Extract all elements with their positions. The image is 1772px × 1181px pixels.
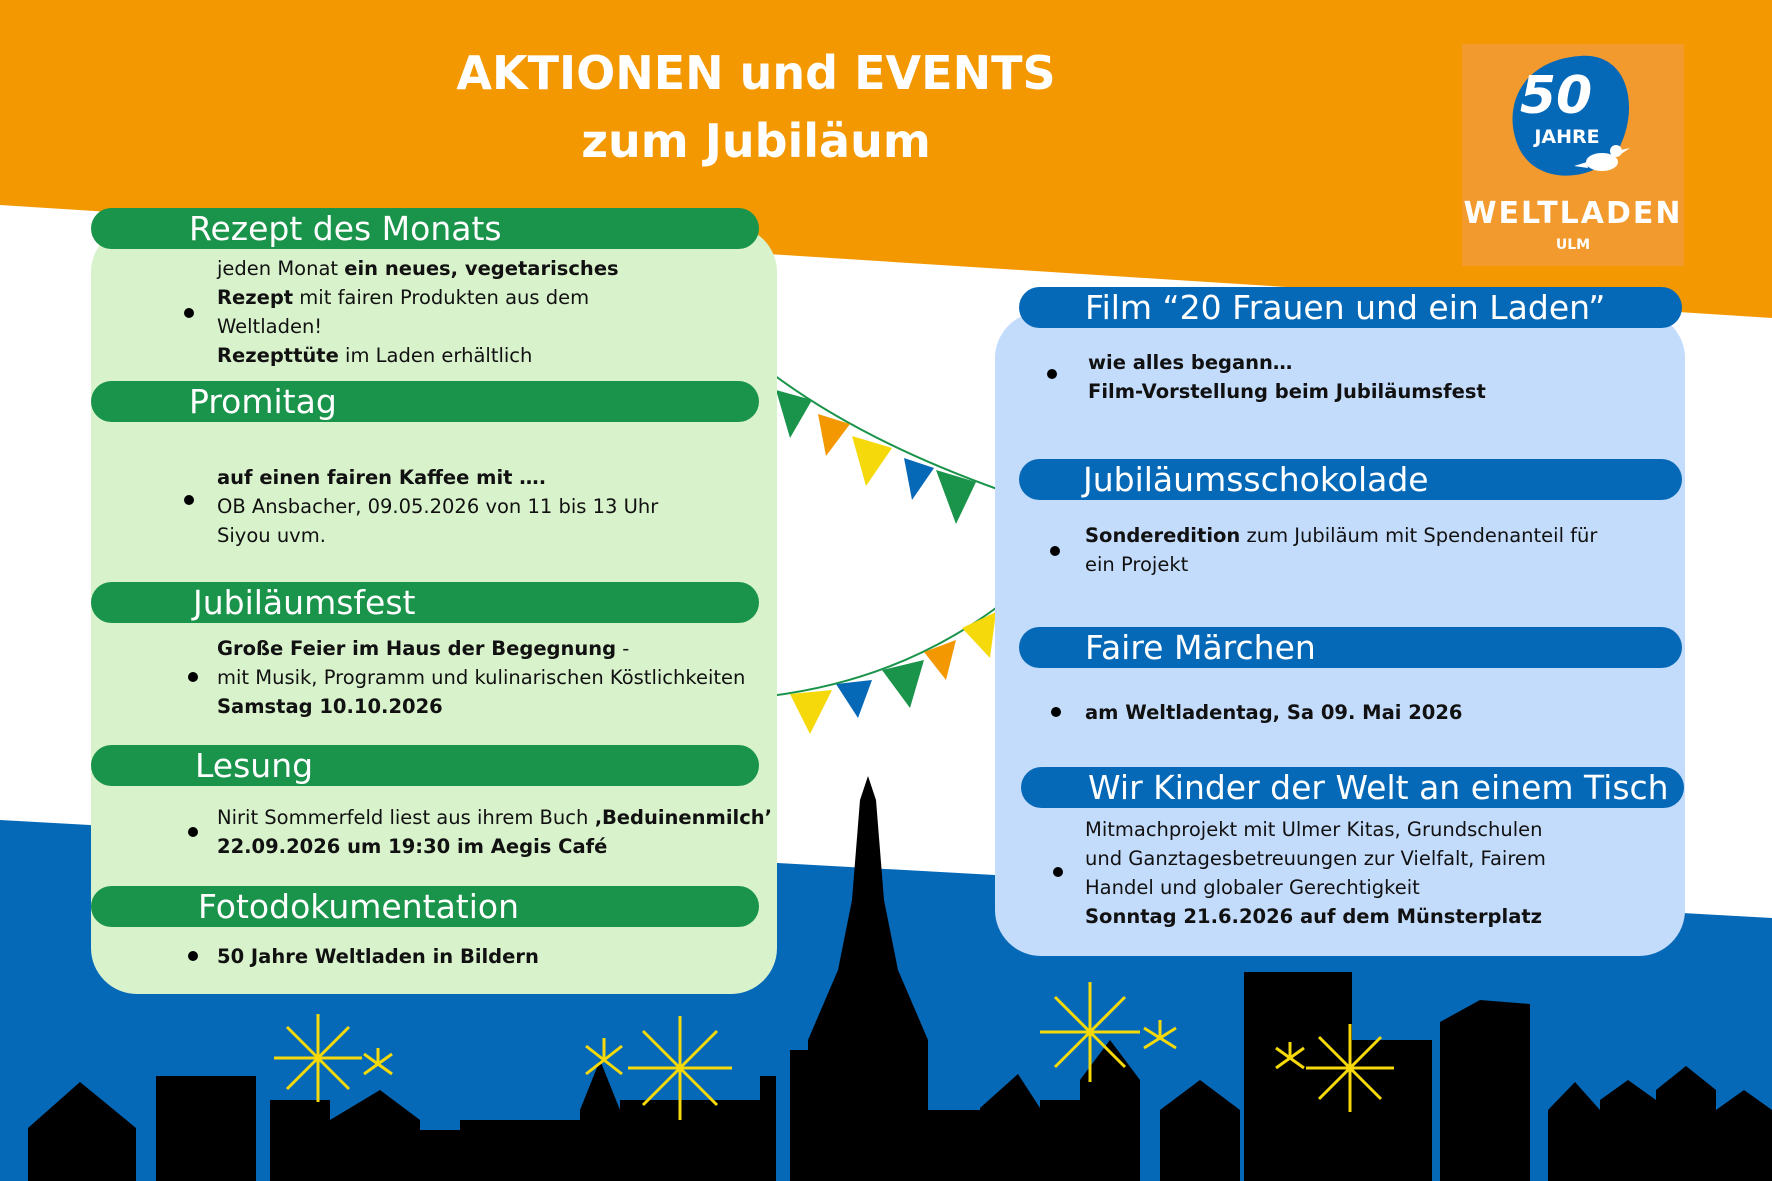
section-heading-jubilaeumsfest: Jubiläumsfest xyxy=(91,582,759,623)
logo-city: ULM xyxy=(1555,237,1591,253)
logo-name: WELTLADEN xyxy=(1463,196,1683,231)
page-title-line-1: AKTIONEN und EVENTS xyxy=(456,46,1056,100)
bullet xyxy=(184,495,194,505)
list-item-film: wie alles begann… Film-Vorstellung beim Jubiläumsfest xyxy=(1088,351,1486,403)
page-title-line-2: zum Jubiläum xyxy=(581,114,931,168)
bullet xyxy=(1051,707,1061,717)
section-heading-rezept: Rezept des Monats xyxy=(91,208,759,249)
list-item-kinder-der-welt: Mitmachprojekt mit Ulmer Kitas, Grundschulen und Ganztagesbetreuungen zur Vielfalt, Fairem Handel und globaler Gerechtigkeit Sonntag 21.6.2026 auf dem Münsterplatz xyxy=(1085,818,1546,928)
list-item-fotodokumentation: 50 Jahre Weltladen in Bildern xyxy=(217,945,539,968)
section-heading-film: Film “20 Frauen und ein Laden” xyxy=(1019,287,1682,328)
list-item-maerchen: am Weltladentag, Sa 09. Mai 2026 xyxy=(1085,701,1463,724)
bullet xyxy=(1050,546,1060,556)
logo-number: 50 xyxy=(1519,66,1593,126)
section-heading-maerchen: Faire Märchen xyxy=(1019,627,1682,668)
bullet xyxy=(188,672,198,682)
weltladen-logo xyxy=(1462,44,1684,266)
section-heading-schokolade: Jubiläumsschokolade xyxy=(1019,459,1682,500)
bullet xyxy=(188,827,198,837)
bullet xyxy=(1047,369,1057,379)
bullet xyxy=(188,951,198,961)
list-item-jubilaeumsfest: Große Feier im Haus der Begegnung - mit Musik, Programm und kulinarischen Köstlichkeiten Samstag 10.10.2026 xyxy=(217,637,746,718)
section-heading-lesung: Lesung xyxy=(91,745,759,786)
list-item-lesung: Nirit Sommerfeld liest aus ihrem Buch ‚Beduinenmilch’ 22.09.2026 um 19:30 im Aegis Café xyxy=(217,806,773,858)
section-heading-promitag: Promitag xyxy=(91,381,759,422)
bullet xyxy=(1053,867,1063,877)
bunting-lower xyxy=(770,605,1000,734)
bullet xyxy=(184,308,194,318)
list-item-rezept: jeden Monat ein neues, vegetarisches Rezept mit fairen Produkten aus dem Weltladen! Rezepttüte im Laden erhältlich xyxy=(217,257,619,367)
section-heading-fotodokumentation: Fotodokumentation xyxy=(91,886,759,927)
bunting-upper xyxy=(770,372,1000,524)
section-heading-kinder-der-welt: Wir Kinder der Welt an einem Tisch xyxy=(1021,767,1684,808)
logo-jahre: JAHRE xyxy=(1534,126,1600,148)
list-item-schokolade: Sonderedition zum Jubiläum mit Spendenanteil für ein Projekt xyxy=(1085,524,1598,576)
list-item-promitag: auf einen fairen Kaffee mit …. OB Ansbacher, 09.05.2026 von 11 bis 13 Uhr Siyou uvm. xyxy=(217,466,659,547)
